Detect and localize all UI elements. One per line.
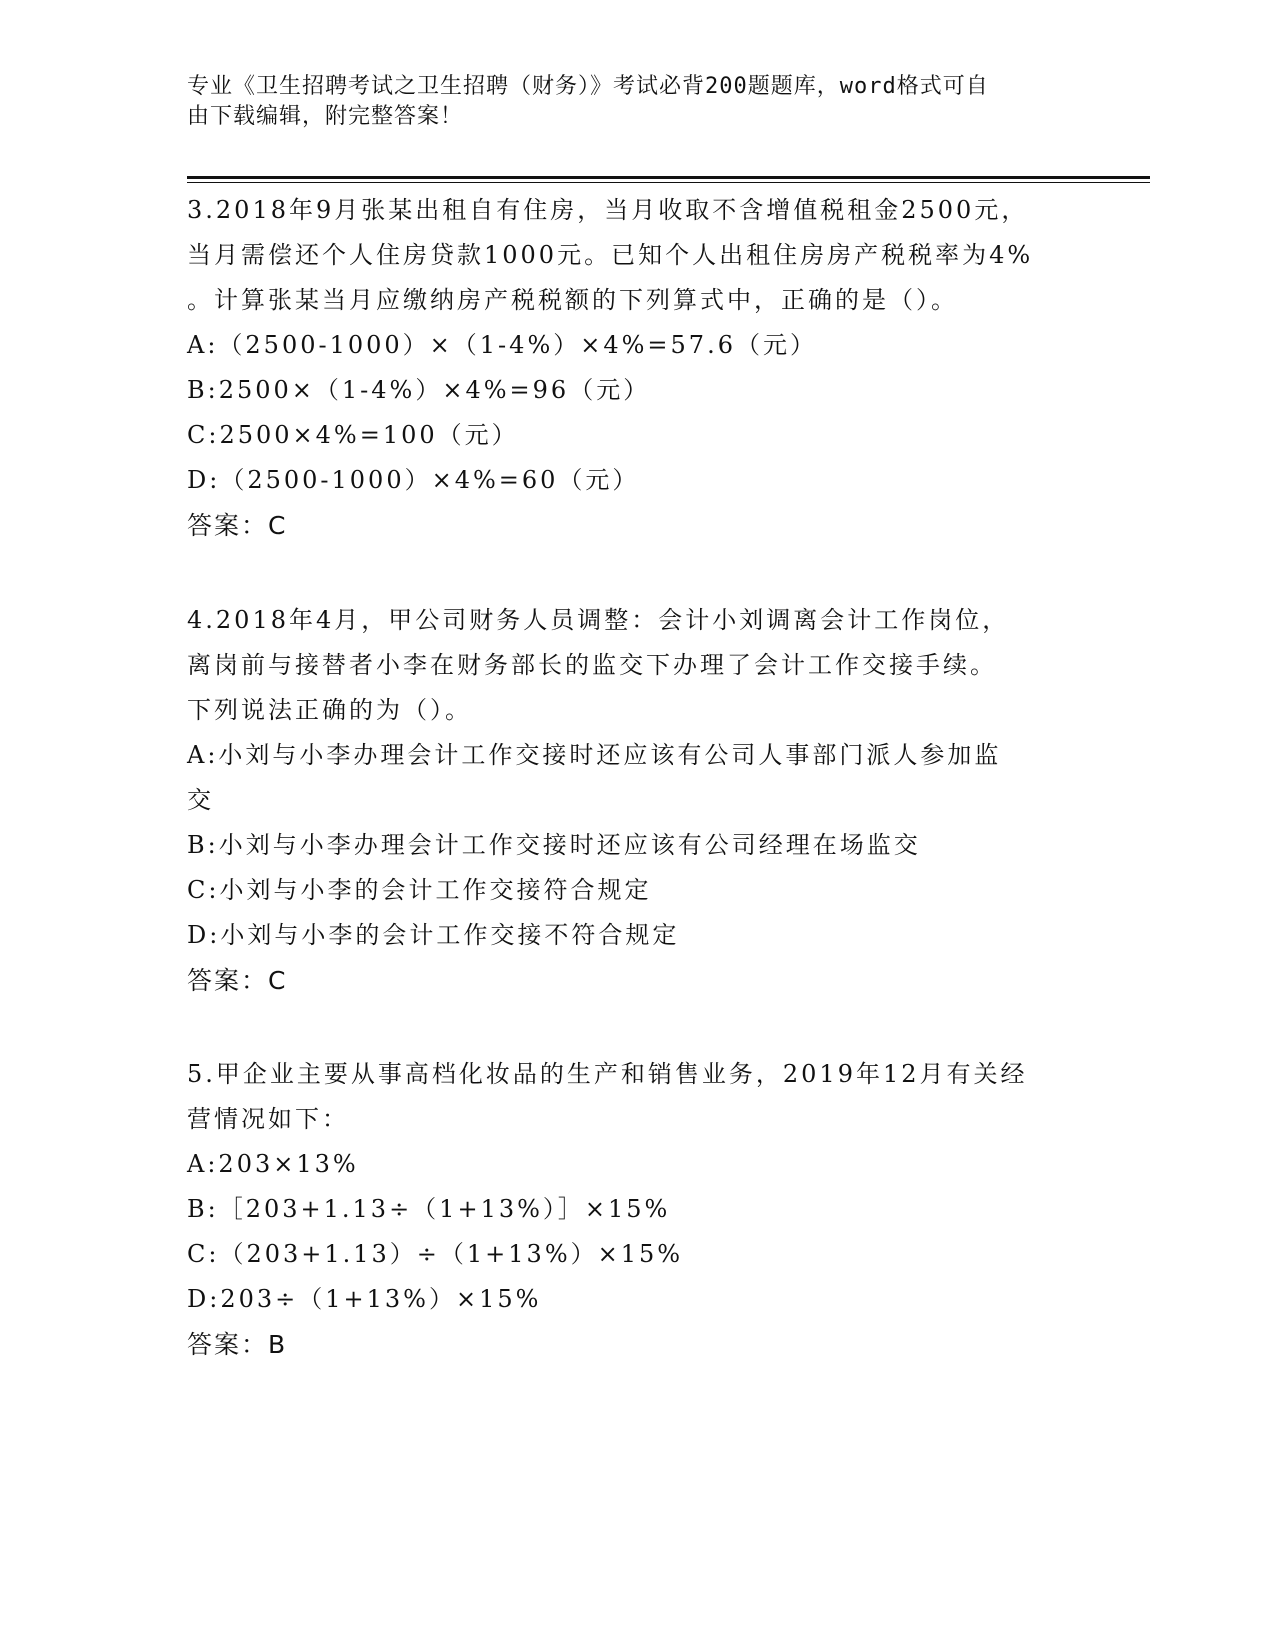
option-b: B:2500×（1-4%）×4%=96（元） [187, 376, 651, 404]
option-d: D:（2500-1000）×4%=60（元） [187, 466, 640, 494]
option-a: A:203×13% [187, 1150, 359, 1178]
header-line: 由下载编辑，附完整答案！ [187, 104, 464, 129]
option-d: D:小刘与小李的会计工作交接不符合规定 [187, 921, 680, 949]
question-text-line: 下列说法正确的为（）。 [187, 696, 472, 724]
option-c: C:2500×4%=100（元） [187, 421, 519, 449]
option-a: A:小刘与小李办理会计工作交接时还应该有公司人事部门派人参加监 [187, 741, 1002, 769]
option-c: C:（203+1.13）÷（1+13%）×15% [187, 1240, 684, 1268]
question-text-line: 4.2018年4月，甲公司财务人员调整：会计小刘调离会计工作岗位， [187, 606, 1010, 634]
answer-line: 答案：C [187, 511, 288, 540]
question-4 [187, 598, 1087, 1003]
question-text-line: 。计算张某当月应缴纳房产税税额的下列算式中，正确的是（）。 [187, 286, 958, 314]
answer-line: 答案：C [187, 966, 288, 995]
document-header [187, 72, 1067, 132]
header-divider-thin [187, 182, 1150, 183]
header-line: 专业《卫生招聘考试之卫生招聘（财务）》考试必背200题题库，word格式可自 [187, 74, 989, 99]
option-d: D:203÷（1+13%）×15% [187, 1285, 542, 1313]
header-divider-thick [187, 176, 1150, 179]
question-text-line: 5.甲企业主要从事高档化妆品的生产和销售业务，2019年12月有关经 [187, 1060, 1028, 1088]
option-c: C:小刘与小李的会计工作交接符合规定 [187, 876, 652, 904]
question-3 [187, 188, 1087, 548]
option-a-continued: 交 [187, 786, 214, 814]
answer-line: 答案：B [187, 1330, 288, 1359]
option-b: B:小刘与小李办理会计工作交接时还应该有公司经理在场监交 [187, 831, 921, 859]
question-5 [187, 1052, 1087, 1367]
question-text-line: 营情况如下： [187, 1105, 349, 1133]
question-text-line: 3.2018年9月张某出租自有住房，当月收取不含增值税租金2500元， [187, 196, 1029, 224]
option-b: B:［203+1.13÷（1+13%）］×15% [187, 1195, 671, 1223]
option-a: A:（2500-1000）×（1-4%）×4%=57.6（元） [187, 331, 817, 359]
question-text-line: 离岗前与接替者小李在财务部长的监交下办理了会计工作交接手续。 [187, 651, 997, 679]
question-text-line: 当月需偿还个人住房贷款1000元。已知个人出租住房房产税税率为4% [187, 241, 1034, 269]
